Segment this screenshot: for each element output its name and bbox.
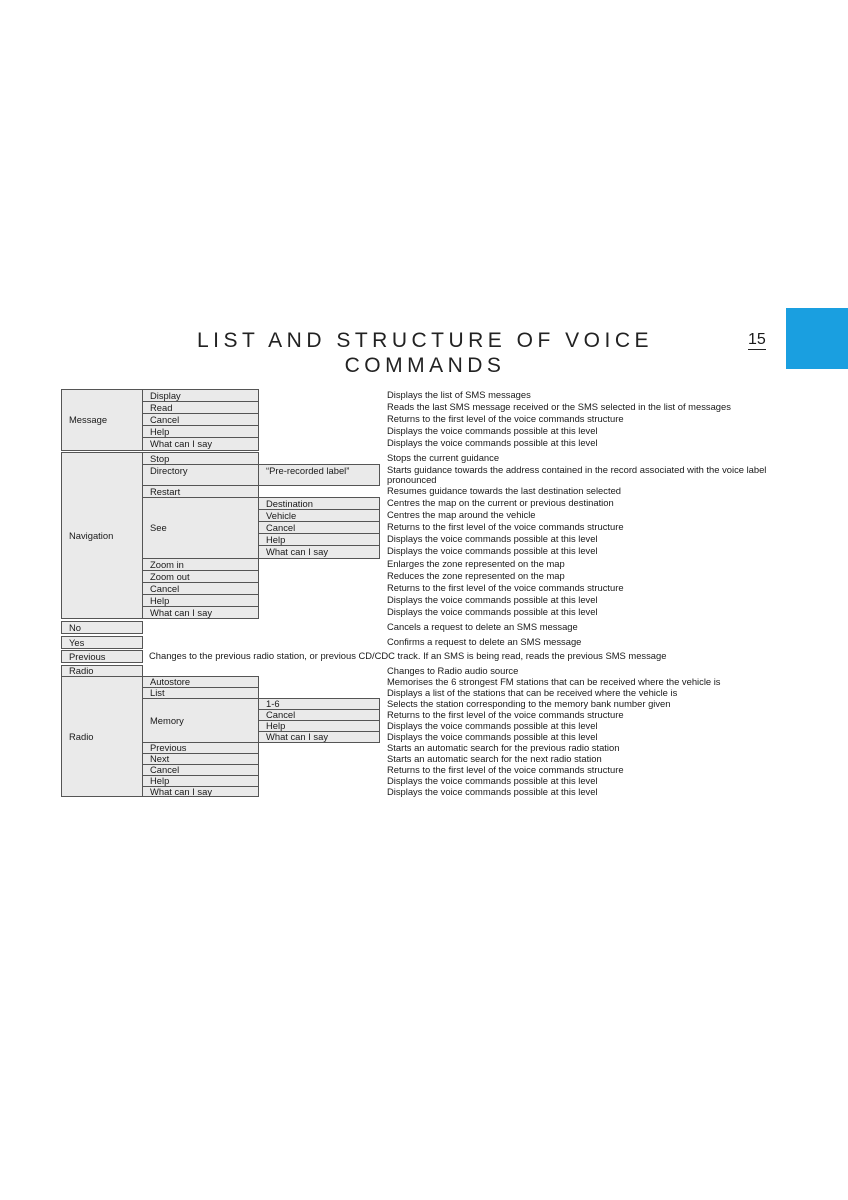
navigation-stop: Stop xyxy=(142,452,259,465)
navigation-desc: pronounced xyxy=(387,474,437,485)
navigation-label: Navigation xyxy=(61,452,143,619)
navigation-directory: Directory xyxy=(142,464,259,486)
navigation-item: Zoom out xyxy=(142,570,259,583)
radio-item: What can I say xyxy=(142,786,259,797)
radio-header-desc: Changes to Radio audio source xyxy=(387,665,519,676)
message-desc: Returns to the first level of the voice commands structure xyxy=(387,413,624,424)
chapter-tab xyxy=(786,308,848,369)
radio-desc: Displays a list of the stations that can be received where the vehicle is xyxy=(387,687,678,698)
see-item: Help xyxy=(258,533,380,546)
radio-desc: Displays the voice commands possible at this level xyxy=(387,775,598,786)
navigation-desc: Starts guidance towards the address contained in the record associated with the voice label xyxy=(387,464,767,475)
navigation-item: What can I say xyxy=(142,606,259,619)
navigation-item: Zoom in xyxy=(142,558,259,571)
navigation-desc: Resumes guidance towards the last destination selected xyxy=(387,485,621,496)
radio-autostore: Autostore xyxy=(142,676,259,688)
message-item: What can I say xyxy=(142,437,259,451)
page-title xyxy=(140,328,710,378)
navigation-item: Cancel xyxy=(142,582,259,595)
title-line-1: LIST AND STRUCTURE OF VOICE xyxy=(197,329,653,352)
message-desc: Displays the voice commands possible at this level xyxy=(387,425,598,436)
no-desc: Cancels a request to delete an SMS message xyxy=(387,621,578,632)
see-item: Vehicle xyxy=(258,509,380,522)
message-desc: Displays the list of SMS messages xyxy=(387,389,531,400)
message-label: Message xyxy=(61,389,143,451)
title-line-2: COMMANDS xyxy=(344,354,506,377)
navigation-item: Help xyxy=(142,594,259,607)
see-item: What can I say xyxy=(258,545,380,559)
memory-desc: Selects the station corresponding to the memory bank number given xyxy=(387,698,671,709)
radio-item: Next xyxy=(142,753,259,765)
radio-desc: Displays the voice commands possible at this level xyxy=(387,786,598,797)
see-item: Cancel xyxy=(258,521,380,534)
memory-item: 1-6 xyxy=(258,698,380,710)
see-desc: Displays the voice commands possible at this level xyxy=(387,533,598,544)
radio-desc: Starts an automatic search for the previous radio station xyxy=(387,742,620,753)
message-item: Help xyxy=(142,425,259,438)
radio-item: Cancel xyxy=(142,764,259,776)
message-item: Read xyxy=(142,401,259,414)
message-desc: Displays the voice commands possible at this level xyxy=(387,437,598,448)
message-desc: Reads the last SMS message received or the SMS selected in the list of messages xyxy=(387,401,731,412)
directory-parameter: “Pre-recorded label” xyxy=(258,464,380,486)
yes-desc: Confirms a request to delete an SMS message xyxy=(387,636,582,647)
previous-desc: Changes to the previous radio station, or previous CD/CDC track. If an SMS is being read, reads the previous SMS message xyxy=(149,650,667,661)
radio-label: Radio xyxy=(61,676,143,797)
see-desc: Centres the map around the vehicle xyxy=(387,509,536,520)
memory-item: What can I say xyxy=(258,731,380,743)
page-number: 15 xyxy=(748,331,766,348)
navigation-desc: Returns to the first level of the voice commands structure xyxy=(387,582,624,593)
memory-item: Cancel xyxy=(258,709,380,721)
navigation-desc: Enlarges the zone represented on the map xyxy=(387,558,565,569)
see-desc: Returns to the first level of the voice commands structure xyxy=(387,521,624,532)
no-command: No xyxy=(61,621,143,634)
radio-desc: Memorises the 6 strongest FM stations that can be received where the vehicle is xyxy=(387,676,721,687)
navigation-desc: Displays the voice commands possible at this level xyxy=(387,594,598,605)
radio-desc: Returns to the first level of the voice commands structure xyxy=(387,764,624,775)
navigation-desc: Displays the voice commands possible at this level xyxy=(387,606,598,617)
navigation-restart: Restart xyxy=(142,485,259,498)
message-item: Cancel xyxy=(142,413,259,426)
navigation-desc: Reduces the zone represented on the map xyxy=(387,570,565,581)
radio-list: List xyxy=(142,687,259,699)
see-item: Destination xyxy=(258,497,380,510)
see-desc: Centres the map on the current or previous destination xyxy=(387,497,614,508)
radio-desc: Starts an automatic search for the next radio station xyxy=(387,753,602,764)
memory-desc: Displays the voice commands possible at this level xyxy=(387,720,598,731)
memory-item: Help xyxy=(258,720,380,732)
memory-desc: Displays the voice commands possible at this level xyxy=(387,731,598,742)
navigation-see: See xyxy=(142,497,259,559)
previous-command: Previous xyxy=(61,650,143,663)
yes-command: Yes xyxy=(61,636,143,649)
radio-item: Help xyxy=(142,775,259,787)
memory-desc: Returns to the first level of the voice commands structure xyxy=(387,709,624,720)
see-desc: Displays the voice commands possible at this level xyxy=(387,545,598,556)
radio-memory: Memory xyxy=(142,698,259,743)
radio-header: Radio xyxy=(61,665,143,677)
navigation-desc: Stops the current guidance xyxy=(387,452,500,463)
message-item: Display xyxy=(142,389,259,402)
radio-item: Previous xyxy=(142,742,259,754)
